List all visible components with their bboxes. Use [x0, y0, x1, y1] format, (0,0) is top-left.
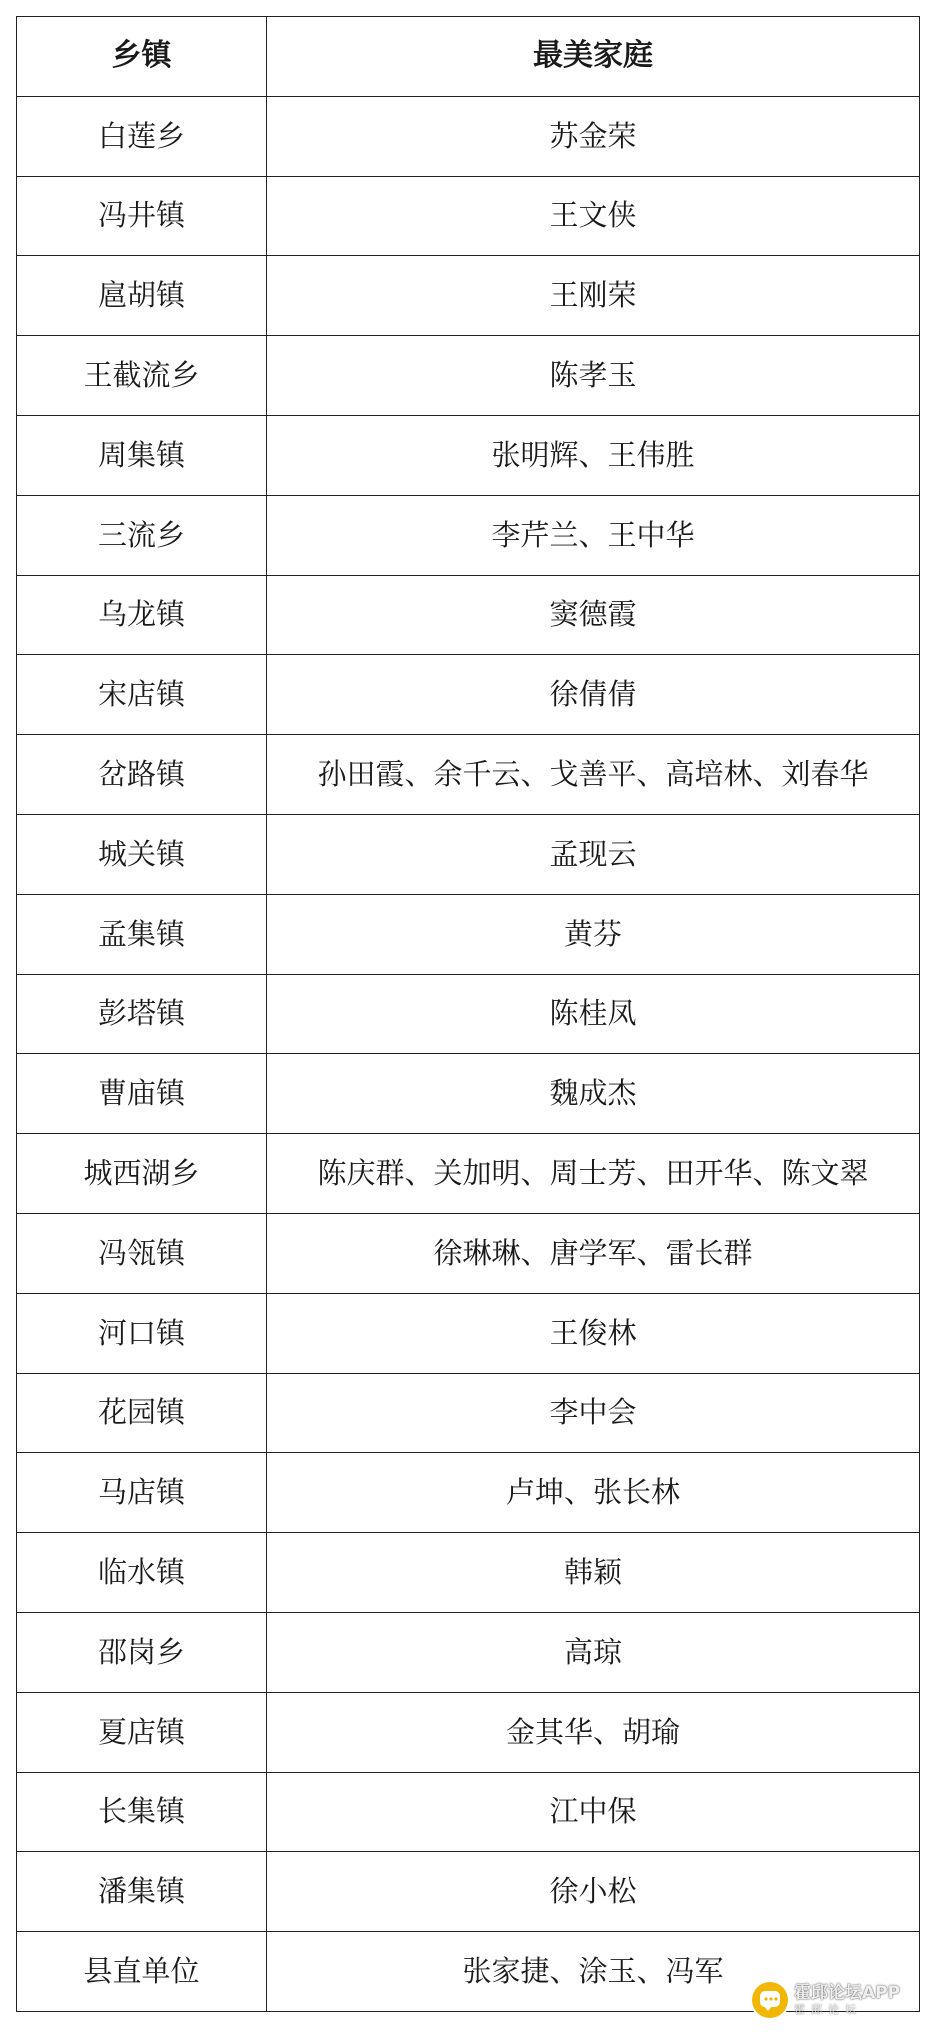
- table-row: [17, 1852, 920, 1932]
- family-cell: 窦德霞: [267, 575, 920, 655]
- family-cell: 陈孝玉: [267, 336, 920, 416]
- town-cell: 彭塔镇: [17, 974, 267, 1054]
- table-row: [17, 1772, 920, 1852]
- table-row: [17, 415, 920, 495]
- town-cell: 冯瓴镇: [17, 1213, 267, 1293]
- family-cell: 孙田霞、余千云、戈善平、高培林、刘春华: [267, 735, 920, 815]
- table-row: [17, 1453, 920, 1533]
- family-cell: 李芹兰、王中华: [267, 495, 920, 575]
- town-cell: 岔路镇: [17, 735, 267, 815]
- family-cell: 韩颖: [267, 1533, 920, 1613]
- table-header-row: [17, 17, 920, 97]
- family-cell: 徐琳琳、唐学军、雷长群: [267, 1213, 920, 1293]
- town-cell: 夏店镇: [17, 1692, 267, 1772]
- chat-bubble-logo-icon: [752, 1982, 788, 2018]
- town-cell: 三流乡: [17, 495, 267, 575]
- header-town: 乡镇: [17, 17, 267, 97]
- town-cell: 潘集镇: [17, 1852, 267, 1932]
- table-row: [17, 974, 920, 1054]
- town-cell: 曹庙镇: [17, 1054, 267, 1134]
- town-cell: 扈胡镇: [17, 256, 267, 336]
- family-cell: 孟现云: [267, 814, 920, 894]
- most-beautiful-families-table: [16, 16, 920, 2012]
- table-row: [17, 735, 920, 815]
- family-cell: 江中保: [267, 1772, 920, 1852]
- table-row: [17, 1533, 920, 1613]
- town-cell: 冯井镇: [17, 176, 267, 256]
- family-cell: 张明辉、王伟胜: [267, 415, 920, 495]
- town-cell: 周集镇: [17, 415, 267, 495]
- town-cell: 河口镇: [17, 1293, 267, 1373]
- table-row: [17, 1373, 920, 1453]
- family-cell: 张家捷、涂玉、冯军: [267, 1932, 920, 2012]
- table-row: [17, 575, 920, 655]
- family-cell: 徐倩倩: [267, 655, 920, 735]
- table-row: [17, 655, 920, 735]
- table-body: [17, 96, 920, 2011]
- town-cell: 长集镇: [17, 1772, 267, 1852]
- town-cell: 临水镇: [17, 1533, 267, 1613]
- table-row: [17, 894, 920, 974]
- table-row: [17, 256, 920, 336]
- family-cell: 魏成杰: [267, 1054, 920, 1134]
- table-row: [17, 1692, 920, 1772]
- table-row: [17, 1293, 920, 1373]
- table-row: [17, 336, 920, 416]
- family-cell: 卢坤、张长林: [267, 1453, 920, 1533]
- town-cell: 白莲乡: [17, 96, 267, 176]
- family-cell: 王俊林: [267, 1293, 920, 1373]
- table-row: [17, 1134, 920, 1214]
- family-cell: 陈桂凤: [267, 974, 920, 1054]
- town-cell: 宋店镇: [17, 655, 267, 735]
- town-cell: 孟集镇: [17, 894, 267, 974]
- town-cell: 马店镇: [17, 1453, 267, 1533]
- table-row: [17, 176, 920, 256]
- header-family: 最美家庭: [267, 17, 920, 97]
- family-cell: 王刚荣: [267, 256, 920, 336]
- table-row: [17, 814, 920, 894]
- town-cell: 王截流乡: [17, 336, 267, 416]
- table-row: [17, 1612, 920, 1692]
- watermark-subtitle: 霍邱论坛: [794, 2002, 862, 2016]
- family-cell: 苏金荣: [267, 96, 920, 176]
- table-row: [17, 495, 920, 575]
- town-cell: 花园镇: [17, 1373, 267, 1453]
- town-cell: 县直单位: [17, 1932, 267, 2012]
- town-cell: 城关镇: [17, 814, 267, 894]
- family-cell: 黄芬: [267, 894, 920, 974]
- table-row: [17, 1054, 920, 1134]
- town-cell: 乌龙镇: [17, 575, 267, 655]
- family-cell: 陈庆群、关加明、周士芳、田开华、陈文翠: [267, 1134, 920, 1214]
- family-cell: 金其华、胡瑜: [267, 1692, 920, 1772]
- family-cell: 高琼: [267, 1612, 920, 1692]
- family-cell: 李中会: [267, 1373, 920, 1453]
- town-cell: 邵岗乡: [17, 1612, 267, 1692]
- table-row: [17, 96, 920, 176]
- watermark-title: 霍邱论坛APP: [794, 1983, 901, 2004]
- table-row: [17, 1213, 920, 1293]
- family-cell: 徐小松: [267, 1852, 920, 1932]
- family-cell: 王文侠: [267, 176, 920, 256]
- town-cell: 城西湖乡: [17, 1134, 267, 1214]
- forum-app-watermark: [752, 1968, 932, 2032]
